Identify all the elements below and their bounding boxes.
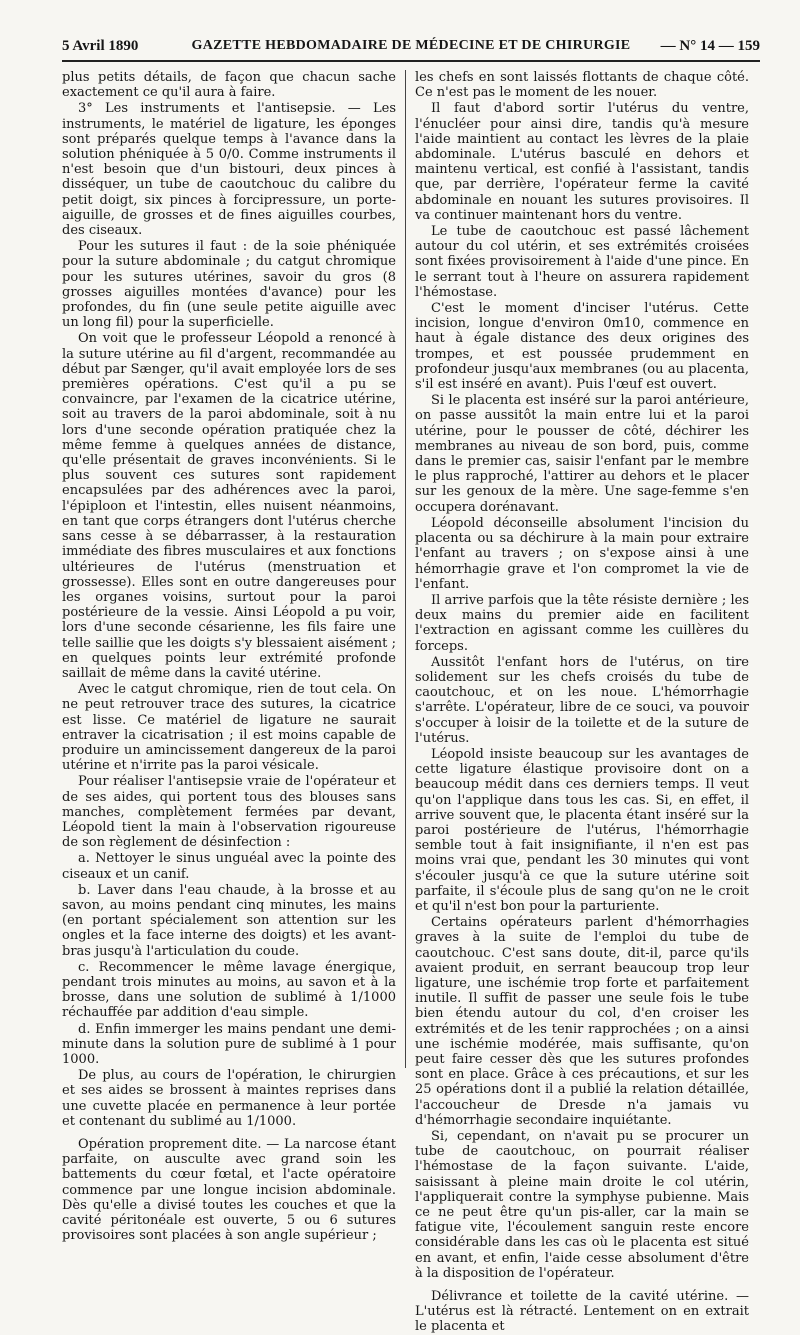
list-item: b. Laver dans l'eau chaude, à la brosse et au savon, au moins pendant cinq minutes, les mains (en portant spécialement son attention sur les ongles et la face interne des doigts) et les avant-bras jusqu'à l'articulation du coude. xyxy=(62,882,396,959)
paragraph: Le tube de caoutchouc est passé lâchement autour du col utérin, et ses extrémités croisées sont fixées provisoirement à l'aide d'une pince. En le serrant tout à l'heure on assurera rapidement l'hémostase. xyxy=(415,224,749,300)
paragraph: les chefs en sont laissés flottants de chaque côté. Ce n'est pas le moment de les nouer. xyxy=(415,70,749,101)
paragraph: On voit que le professeur Léopold a renoncé à la suture utérine au fil d'argent, recommandée au début par Sænger, qu'il avait employée lors de ses premières opérations. C'est qu'il a pu se convaincre, par l'examen de la cicatrice utérine, soit au travers de la paroi abdominale, soit à nu lors d'une seconde opération pratiquée chez la même femme à quelques années de distance, qu'elle présentait de graves inconvénients. Si le plus souvent ces sutures sont rapidement encapsulées par des adhérences avec la paroi, l'épiploon et l'intestin, elles nuisent néanmoins, en tant que corps étrangers dont l'utérus cherche sans cesse à se débarrasser, à la restauration immédiate des fibres musculaires et aux fonctions ultérieures de l'utérus (menstruation et grossesse). Elles sont en outre dangereuses pour les organes voisins, surtout pour la paroi postérieure de la vessie. Ainsi Léopold a pu voir, lors d'une seconde césarienne, les fils faire une telle saillie que les doigts s'y blessaient aisément ; en quelques points leur extrémité profonde saillait de même dans la cavité utérine. xyxy=(62,331,396,681)
paragraph: Pour les sutures il faut : de la soie phéniquée pour la suture abdominale ; du catgut chromique pour les sutures utérines, savoir du gros (8 grosses aiguilles montées d'avance) pour les profondes, du fin (une seule petite aiguille avec un long fil) pour la superficielle. xyxy=(62,239,396,331)
paragraph: Avec le catgut chromique, rien de tout cela. On ne peut retrouver trace des sutures, la cicatrice est lisse. Ce matériel de ligature ne saurait entraver la cicatrisation ; il est moins capable de produire un amincissement dangereux de la paroi utérine et n'irrite pas la paroi vésicale. xyxy=(62,682,396,774)
list-item: d. Enfin immerger les mains pendant une demi-minute dans la solution pure de sublimé à 1 pour 1000. xyxy=(62,1021,396,1067)
list-item: a. Nettoyer le sinus unguéal avec la pointe des ciseaux et un canif. xyxy=(62,851,396,882)
paragraph: Aussitôt l'enfant hors de l'utérus, on tire solidement sur les chefs croisés du tube de caoutchouc, et on les noue. L'hémorrhagie s'arrête. L'opérateur, libre de ce souci, va pouvoir s'occuper à loisir de la toilette et de la suture de l'utérus. xyxy=(415,654,749,746)
list-item: c. Recommencer le même lavage énergique, pendant trois minutes au moins, au savon et à la brosse, dans une solution de sublimé à 1/1000 réchauffée par addition d'eau simple. xyxy=(62,959,396,1021)
paragraph: De plus, au cours de l'opération, le chirurgien et ses aides se brossent à maintes reprises dans une cuvette placée en permanence à leur portée et contenant du sublimé au 1/1000. xyxy=(62,1068,396,1129)
paragraph: plus petits détails, de façon que chacun sache exactement ce qu'il aura à faire. xyxy=(62,70,396,101)
paragraph: Il arrive parfois que la tête résiste dernière ; les deux mains du premier aide en facilitent l'extraction en agissant comme les cuillères du forceps. xyxy=(415,592,749,654)
column-divider xyxy=(405,70,406,1068)
paragraph: Si le placenta est inséré sur la paroi antérieure, on passe aussitôt la main entre lui et la paroi utérine, pour le pousser de côté, déchirer les membranes au niveau de son bord, puis, comme dans le premier cas, saisir l'enfant par le membre le plus rapproché, l'attirer au dehors et le placer sur les genoux de la mère. Une sage-femme s'en occupera dorénavant. xyxy=(415,393,749,515)
page-number: — N° 14 — 159 xyxy=(660,38,760,54)
page-header xyxy=(62,30,760,62)
right-column xyxy=(415,70,749,1335)
paragraph: Il faut d'abord sortir l'utérus du ventre, l'énucléer pour ainsi dire, tandis qu'à mesure l'aide maintient au contact les lèvres de la plaie abdominale. L'utérus basculé en dehors et maintenu vertical, est confié à l'assistant, tandis que, par derrière, l'opérateur ferme la cavité abdominale en nouant les sutures provisoires. Il va continuer maintenant hors du ventre. xyxy=(415,101,749,223)
paragraph: Si, cependant, on n'avait pu se procurer un tube de caoutchouc, on pourrait réaliser l'hémostase de la façon suivante. L'aide, saisissant à pleine main droite le col utérin, l'appliquerait contre la symphyse pubienne. Mais ce ne peut être qu'un pis-aller, car la main se fatigue vite, l'écoulement sanguin reste encore considérable dans les cas où le placenta est situé en avant, et enfin, l'aide cesse absolument d'être à la disposition de l'opérateur. xyxy=(415,1129,749,1281)
paragraph: Léopold déconseille absolument l'incision du placenta ou sa déchirure à la main pour extraire l'enfant au travers ; on s'expose ainsi à une hémorrhagie grave et l'on compromet la vie de l'enfant. xyxy=(415,515,749,592)
journal-title: GAZETTE HEBDOMADAIRE DE MÉDECINE ET DE CHIRURGIE xyxy=(191,38,631,53)
issue-date: 5 Avril 1890 xyxy=(62,38,139,54)
paragraph: Léopold insiste beaucoup sur les avantages de cette ligature élastique provisoire dont on a beaucoup médit dans ces derniers temps. Il veut qu'on l'applique dans tous les cas. Si, en effet, il arrive souvent que, le placenta étant inséré sur la paroi postérieure de l'utérus, l'hémorrhagie semble tout à fait insignifiante, il n'en est pas moins vrai que, pendant les 30 minutes qui vont s'écouler jusqu'à ce que la suture utérine soit parfaite, il s'écoule plus de sang qu'on ne le croit et qu'il n'est bon pour la parturiente. xyxy=(415,746,749,914)
paragraph: Certains opérateurs parlent d'hémorrhagies graves à la suite de l'emploi du tube de caoutchouc. C'est sans doute, dit-il, parce qu'ils avaient produit, en serrant beaucoup trop leur ligature, une ischémie trop forte et parfaitement inutile. Il suffit de passer une seule fois le tube bien étendu autour du col, d'en croiser les extrémités et de les tenir rapprochées ; on a ainsi une ischémie modérée, mais suffisante, qu'on peut faire cesser dès que les sutures profondes sont en place. Grâce à ces précautions, et sur les 25 opérations dont il a publié la relation détaillée, l'accoucheur de Dresde n'a jamais vu d'hémorrhagie secondaire inquiétante. xyxy=(415,915,749,1128)
section-operation: Opération proprement dite. — La narcose étant parfaite, on ausculte avec grand soin les battements du cœur fœtal, et l'acte opératoire commence par une longue incision abdominale. Dès qu'elle a divisé toutes les couches et que la cavité péritonéale est ouverte, 5 ou 6 sutures provisoires sont placées à son angle supérieur ; xyxy=(62,1137,396,1244)
section-delivrance: Délivrance et toilette de la cavité utérine. — L'utérus est là rétracté. Lentement on en extrait le placenta et xyxy=(415,1289,749,1335)
section-instruments: 3° Les instruments et l'antisepsie. — Les instruments, le matériel de ligature, les éponges sont préparés quelque temps à l'avance dans la solution phéniquée à 5 0/0. Comme instruments il n'est besoin que d'un bistouri, deux pinces à disséquer, un tube de caoutchouc du calibre du petit doigt, six pinces à forcipressure, un porte-aiguille, de grosses et de fines aiguilles courbes, des ciseaux. xyxy=(62,101,396,239)
paragraph: C'est le moment d'inciser l'utérus. Cette incision, longue d'environ 0m10, commence en haut à égale distance des deux origines des trompes, et est poussée prudemment en profondeur jusqu'aux membranes (ou au placenta, s'il est inséré en avant). Puis l'œuf est ouvert. xyxy=(415,301,749,393)
paragraph: Pour réaliser l'antisepsie vraie de l'opérateur et de ses aides, qui portent tous des blouses sans manches, complètement fermées par devant, Léopold tient la main à l'observation rigoureuse de son règlement de désinfection : xyxy=(62,774,396,851)
left-column xyxy=(62,70,396,1244)
